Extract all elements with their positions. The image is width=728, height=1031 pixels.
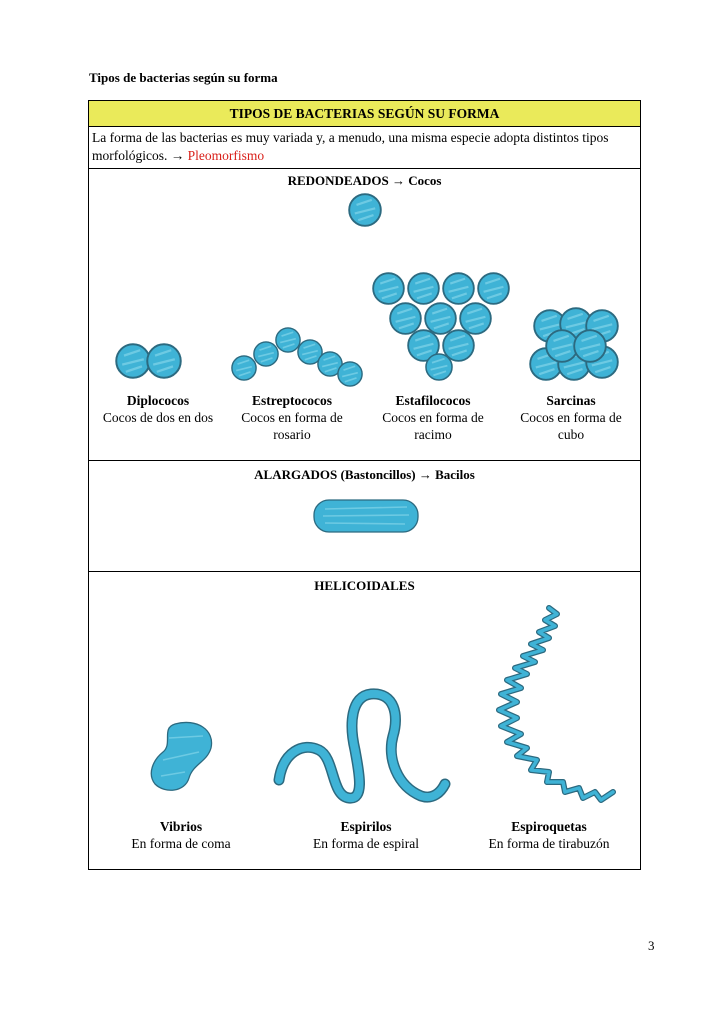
bacillus-illustration bbox=[311, 497, 423, 537]
round-section bbox=[89, 169, 640, 461]
caption-espiroquetas bbox=[473, 818, 625, 852]
caption-espirilos bbox=[293, 818, 439, 852]
caption-desc: En forma de espiral bbox=[312, 836, 420, 851]
caption-desc: Cocos en forma de cubo bbox=[520, 410, 622, 442]
pleomorfismo-highlight: Pleomorfismo bbox=[187, 148, 265, 163]
caption-name: Espiroquetas bbox=[511, 819, 587, 834]
bacteria-types-table bbox=[88, 100, 641, 870]
caption-estafilococos bbox=[371, 392, 495, 443]
caption-name: Vibrios bbox=[159, 819, 203, 834]
elongated-section-title: ALARGADOS (Bastoncillos) → Bacilos bbox=[254, 467, 475, 482]
table-title: TIPOS DE BACTERIAS SEGÚN SU FORMA bbox=[89, 101, 640, 127]
caption-desc: Cocos en forma de racimo bbox=[382, 410, 484, 442]
intro-row bbox=[89, 127, 640, 169]
coccus-illustration bbox=[346, 191, 386, 231]
caption-desc: En forma de coma bbox=[131, 836, 231, 851]
caption-name: Espirilos bbox=[340, 819, 392, 834]
caption-name: Estafilococos bbox=[395, 393, 471, 408]
staphylococcus-illustration bbox=[369, 269, 519, 387]
caption-estreptococos bbox=[229, 392, 355, 443]
helical-section-title: HELICOIDALES bbox=[314, 578, 415, 593]
caption-name: Sarcinas bbox=[546, 393, 596, 408]
caption-name: Estreptococos bbox=[252, 393, 332, 408]
page-heading: Tipos de bacterias según su forma bbox=[89, 70, 278, 85]
spirochete-illustration bbox=[487, 604, 627, 814]
spirillum-illustration bbox=[273, 688, 453, 804]
caption-sarcinas bbox=[509, 392, 633, 443]
caption-desc: Cocos de dos en dos bbox=[102, 410, 214, 425]
page-number: 3 bbox=[648, 938, 655, 953]
intro-text: La forma de las bacterias es muy variada y, a menudo, una misma especie adopta distintos tipos morfológicos. → bbox=[92, 130, 609, 163]
caption-vibrios bbox=[111, 818, 251, 852]
diplococcus-illustration bbox=[113, 341, 187, 385]
sarcina-illustration bbox=[525, 307, 625, 387]
streptococcus-illustration bbox=[229, 309, 365, 399]
caption-desc: En forma de tirabuzón bbox=[488, 836, 610, 851]
caption-name: Diplococos bbox=[126, 393, 190, 408]
helical-section bbox=[89, 572, 640, 869]
round-section-title: REDONDEADOS → Cocos bbox=[287, 173, 442, 188]
caption-diplococos bbox=[95, 392, 221, 426]
vibrio-illustration bbox=[145, 718, 225, 798]
caption-desc: Cocos en forma de rosario bbox=[241, 410, 343, 442]
elongated-section bbox=[89, 461, 640, 572]
